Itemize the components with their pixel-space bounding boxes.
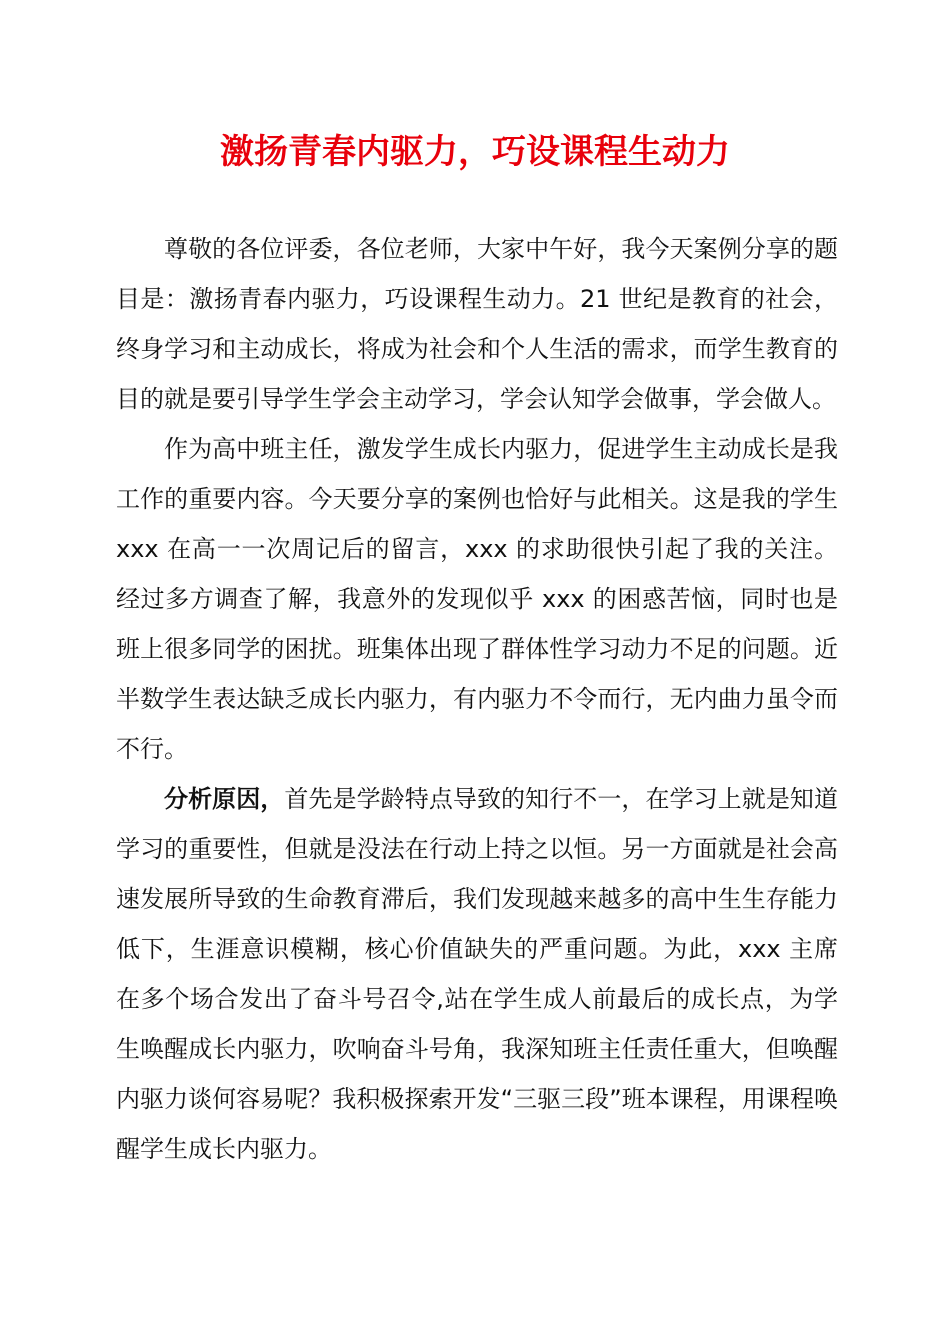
paragraph-1-text: 尊敬的各位评委，各位老师，大家中午好，我今天案例分享的题目是：激扬青春内驱力，巧设课程生动力。21 世纪是教育的社会，终身学习和主动成长，将成为社会和个人生活的需求，而学生教育的目的就是要引导学生学会主动学习，学会认知学会做事，学会做人。	[116, 235, 838, 413]
paragraph-3	[116, 774, 838, 1174]
paragraph-2	[116, 424, 838, 774]
paragraph-3-lead: 分析原因，	[164, 785, 285, 813]
paragraph-3-text: 首先是学龄特点导致的知行不一，在学习上就是知道学习的重要性，但就是没法在行动上持之以恒。另一方面就是社会高速发展所导致的生命教育滞后，我们发现越来越多的高中生生存能力低下，生涯意识模糊，核心价值缺失的严重问题。为此，xxx 主席在多个场合发出了奋斗号召令,站在学生成人前最后的成长点，为学生唤醒成长内驱力，吹响奋斗号角，我深知班主任责任重大，但唤醒内驱力谈何容易呢？我积极探索开发“三驱三段”班本课程，用课程唤醒学生成长内驱力。	[116, 785, 839, 1163]
document-body	[116, 224, 838, 1174]
paragraph-1	[116, 224, 838, 424]
paragraph-2-text: 作为高中班主任，激发学生成长内驱力，促进学生主动成长是我工作的重要内容。今天要分享的案例也恰好与此相关。这是我的学生 xxx 在高一一次周记后的留言，xxx 的求助很快引起了我的关注。经过多方调查了解，我意外的发现似乎 xxx 的困惑苦恼，同时也是班上很多同学的困扰。班集体出现了群体性学习动力不足的问题。近半数学生表达缺乏成长内驱力，有内驱力不令而行，无内曲力虽令而不行。	[116, 435, 838, 763]
document-title: 激扬青春内驱力，巧设课程生动力	[220, 132, 730, 172]
